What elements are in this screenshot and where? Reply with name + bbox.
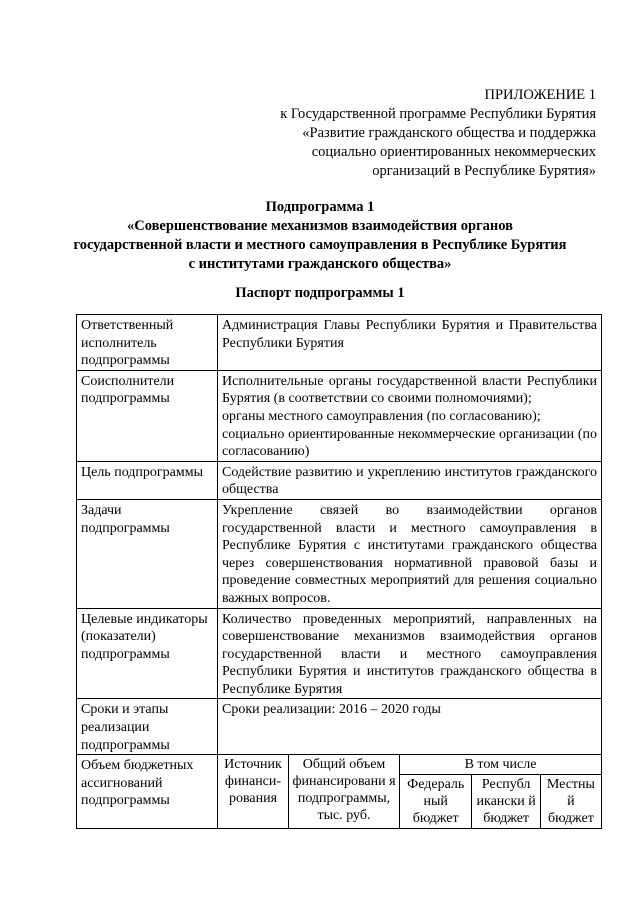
coexecutors-paragraph: Исполнительные органы государственной власти Республики Бурятия (в соответствии со своими полномочиями);	[222, 373, 597, 407]
budget-col-total: Общий объем финансировани я подпрограммы, тыс. руб.	[289, 755, 400, 828]
appendix-line: к Государственной программе Республики Бурятия	[280, 106, 596, 122]
row-label-coexecutors: Соисполнители подпрограммы	[77, 370, 218, 461]
subprogram-title-line: «Совершенствование механизмов взаимодействия органов	[126, 218, 514, 234]
appendix-line: социально ориентированных некоммерческих	[311, 144, 596, 160]
coexecutors-paragraph: органы местного самоуправления (по согласованию);	[222, 408, 541, 424]
budget-col-local: Местны й бюджет	[540, 775, 601, 829]
row-label-goal: Цель подпрограммы	[77, 461, 218, 499]
budget-header-row	[218, 755, 601, 775]
budget-col-republic: Республ икански й бюджет	[472, 775, 540, 829]
row-label-budget: Объем бюджетных ассигнований подпрограммы	[77, 755, 218, 829]
row-label-tasks: Задачи подпрограммы	[77, 499, 218, 608]
budget-col-federal: Федераль ный бюджет	[400, 775, 472, 829]
subprogram-title-line: с институтами гражданского общества»	[188, 256, 452, 272]
table-row	[77, 608, 602, 699]
row-label-indicators: Целевые индикаторы (показатели) подпрограммы	[77, 608, 218, 699]
subprogram-title-line: Подпрограмма 1	[265, 199, 375, 215]
row-content-goal: Содействие развитию и укреплению институтов гражданского общества	[218, 461, 602, 499]
row-label-responsible: Ответственный исполнитель подпрограммы	[77, 315, 218, 371]
table-row	[77, 370, 602, 461]
budget-table	[218, 755, 601, 828]
row-content-responsible: Администрация Главы Республики Бурятия и Правительства Республики Бурятия	[218, 315, 602, 371]
appendix-line: «Развитие гражданского общества и поддержка	[302, 125, 596, 141]
table-row	[77, 699, 602, 755]
table-row	[77, 315, 602, 371]
appendix-header	[280, 86, 596, 181]
subprogram-title	[0, 198, 640, 274]
row-label-terms: Сроки и этапы реализации подпрограммы	[77, 699, 218, 755]
row-content-terms: Сроки реализации: 2016 – 2020 годы	[218, 699, 602, 755]
budget-col-including: В том числе	[400, 755, 602, 775]
budget-cell	[218, 755, 602, 829]
row-content-tasks: Укрепление связей во взаимодействии органов государственной власти и местного самоуправления в Республике Бурятия с институтами гражданского общества через совершенствования нормативной правовой базы и проведение совместных мероприятий для решения социально важных вопросов.	[218, 499, 602, 608]
row-content-indicators: Количество проведенных мероприятий, направленных на совершенствование механизмов взаимодействия органов государственной власти и местного самоуправления Республики Бурятия и институтов гражданского общества в Республике Бурятия	[218, 608, 602, 699]
appendix-line: организаций в Республике Бурятия»	[372, 163, 596, 179]
table-row	[77, 499, 602, 608]
passport-title: Паспорт подпрограммы 1	[235, 285, 405, 301]
passport-table	[76, 314, 602, 829]
table-row	[77, 755, 602, 829]
budget-col-source: Источник финанси-рования	[218, 755, 289, 828]
row-content-coexecutors	[218, 370, 602, 461]
coexecutors-paragraph: социально ориентированные некоммерческие организации (по согласованию)	[222, 426, 597, 460]
table-row	[77, 461, 602, 499]
appendix-line: ПРИЛОЖЕНИЕ 1	[484, 87, 596, 103]
subprogram-title-line: государственной власти и местного самоуправления в Республике Бурятия	[73, 237, 567, 253]
